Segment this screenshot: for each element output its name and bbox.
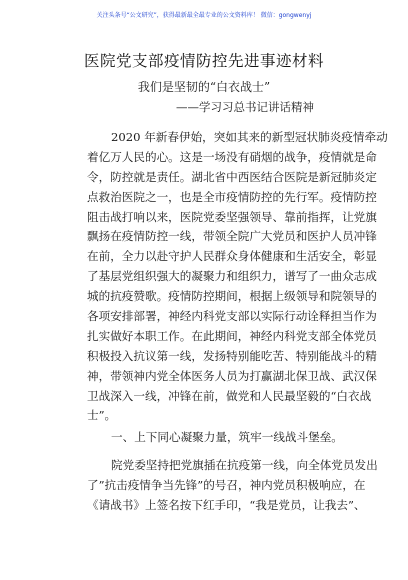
paragraph-line: 院党委坚持把党旗插在抗疫第一线，向全体党员发出	[111, 458, 378, 472]
paragraph-line: 《请战书》上签名按下红手印，“我是党员，让我去”、	[87, 497, 366, 512]
paragraph-line: 神，带领神内党全体医务人员为打赢湖北保卫战、武汉保	[87, 368, 377, 383]
paragraph-line: 士”。	[87, 408, 117, 423]
paragraph-1	[87, 128, 388, 426]
paragraph-2	[87, 456, 378, 516]
paragraph-line: 2020 年新春伊始，突如其来的新型冠状肺炎疫情牵动	[111, 130, 388, 144]
paragraph-line: 了”抗击疫情争当先锋”的号召，神内党员积极响应，在	[87, 477, 366, 492]
paragraph-line: 令，防控就是责任。湖北省中西医结合医院是新冠肺炎定	[87, 169, 377, 184]
paragraph-line: 飘扬在疫情防控一线，带领全院广大党员和医护人员冲锋	[87, 229, 377, 244]
paragraph-line: 积极投入抗议第一线，发扬特别能吃苦、特别能战斗的精	[87, 348, 377, 363]
document-subtitle: 我们是坚韧的“白衣战士”	[137, 80, 271, 94]
promo-banner: 关注头条号“公文研究”，获得最新最全最专业的公文资料库！ 微信：gongwenyj	[96, 12, 312, 19]
paragraph-line: 城的抗疫赞歌。疫情防控期间，根据上级领导和院领导的	[87, 289, 377, 304]
document-subtitle-attribution: ——学习习总书记讲话精神	[176, 100, 314, 114]
paragraph-line: 着亿万人民的心。这是一场没有硝烟的战争，疫情就是命	[87, 149, 377, 164]
paragraph-line: 各项安排部署，神经内科党支部以实际行动诠释担当作为	[87, 309, 377, 324]
section-1-heading-block	[87, 428, 357, 448]
paragraph-line: 卫战深入一线，冲锋在前，做党和人民最坚毅的“白衣战	[87, 388, 372, 403]
paragraph-line: 在前，全力以赴守护人民群众身体健康和生活安全，彰显	[87, 249, 377, 264]
document-title: 医院党支部疫情防控先进事迹材料	[83, 52, 324, 70]
paragraph-line: 扎实做好本职工作。在此期间，神经内科党支部全体党员	[87, 328, 377, 343]
paragraph-line: 了基层党组织强大的凝聚力和组织力，谱写了一曲众志成	[87, 269, 377, 284]
paragraph-line: 点救治医院之一，也是全市疫情防控的先行军。疫情防控	[87, 189, 377, 204]
section-1-heading: 一、上下同心凝聚力量，筑牢一线战斗堡垒。	[111, 430, 343, 444]
paragraph-line: 阻击战打响以来，医院党委坚强领导、靠前指挥，让党旗	[87, 209, 377, 224]
